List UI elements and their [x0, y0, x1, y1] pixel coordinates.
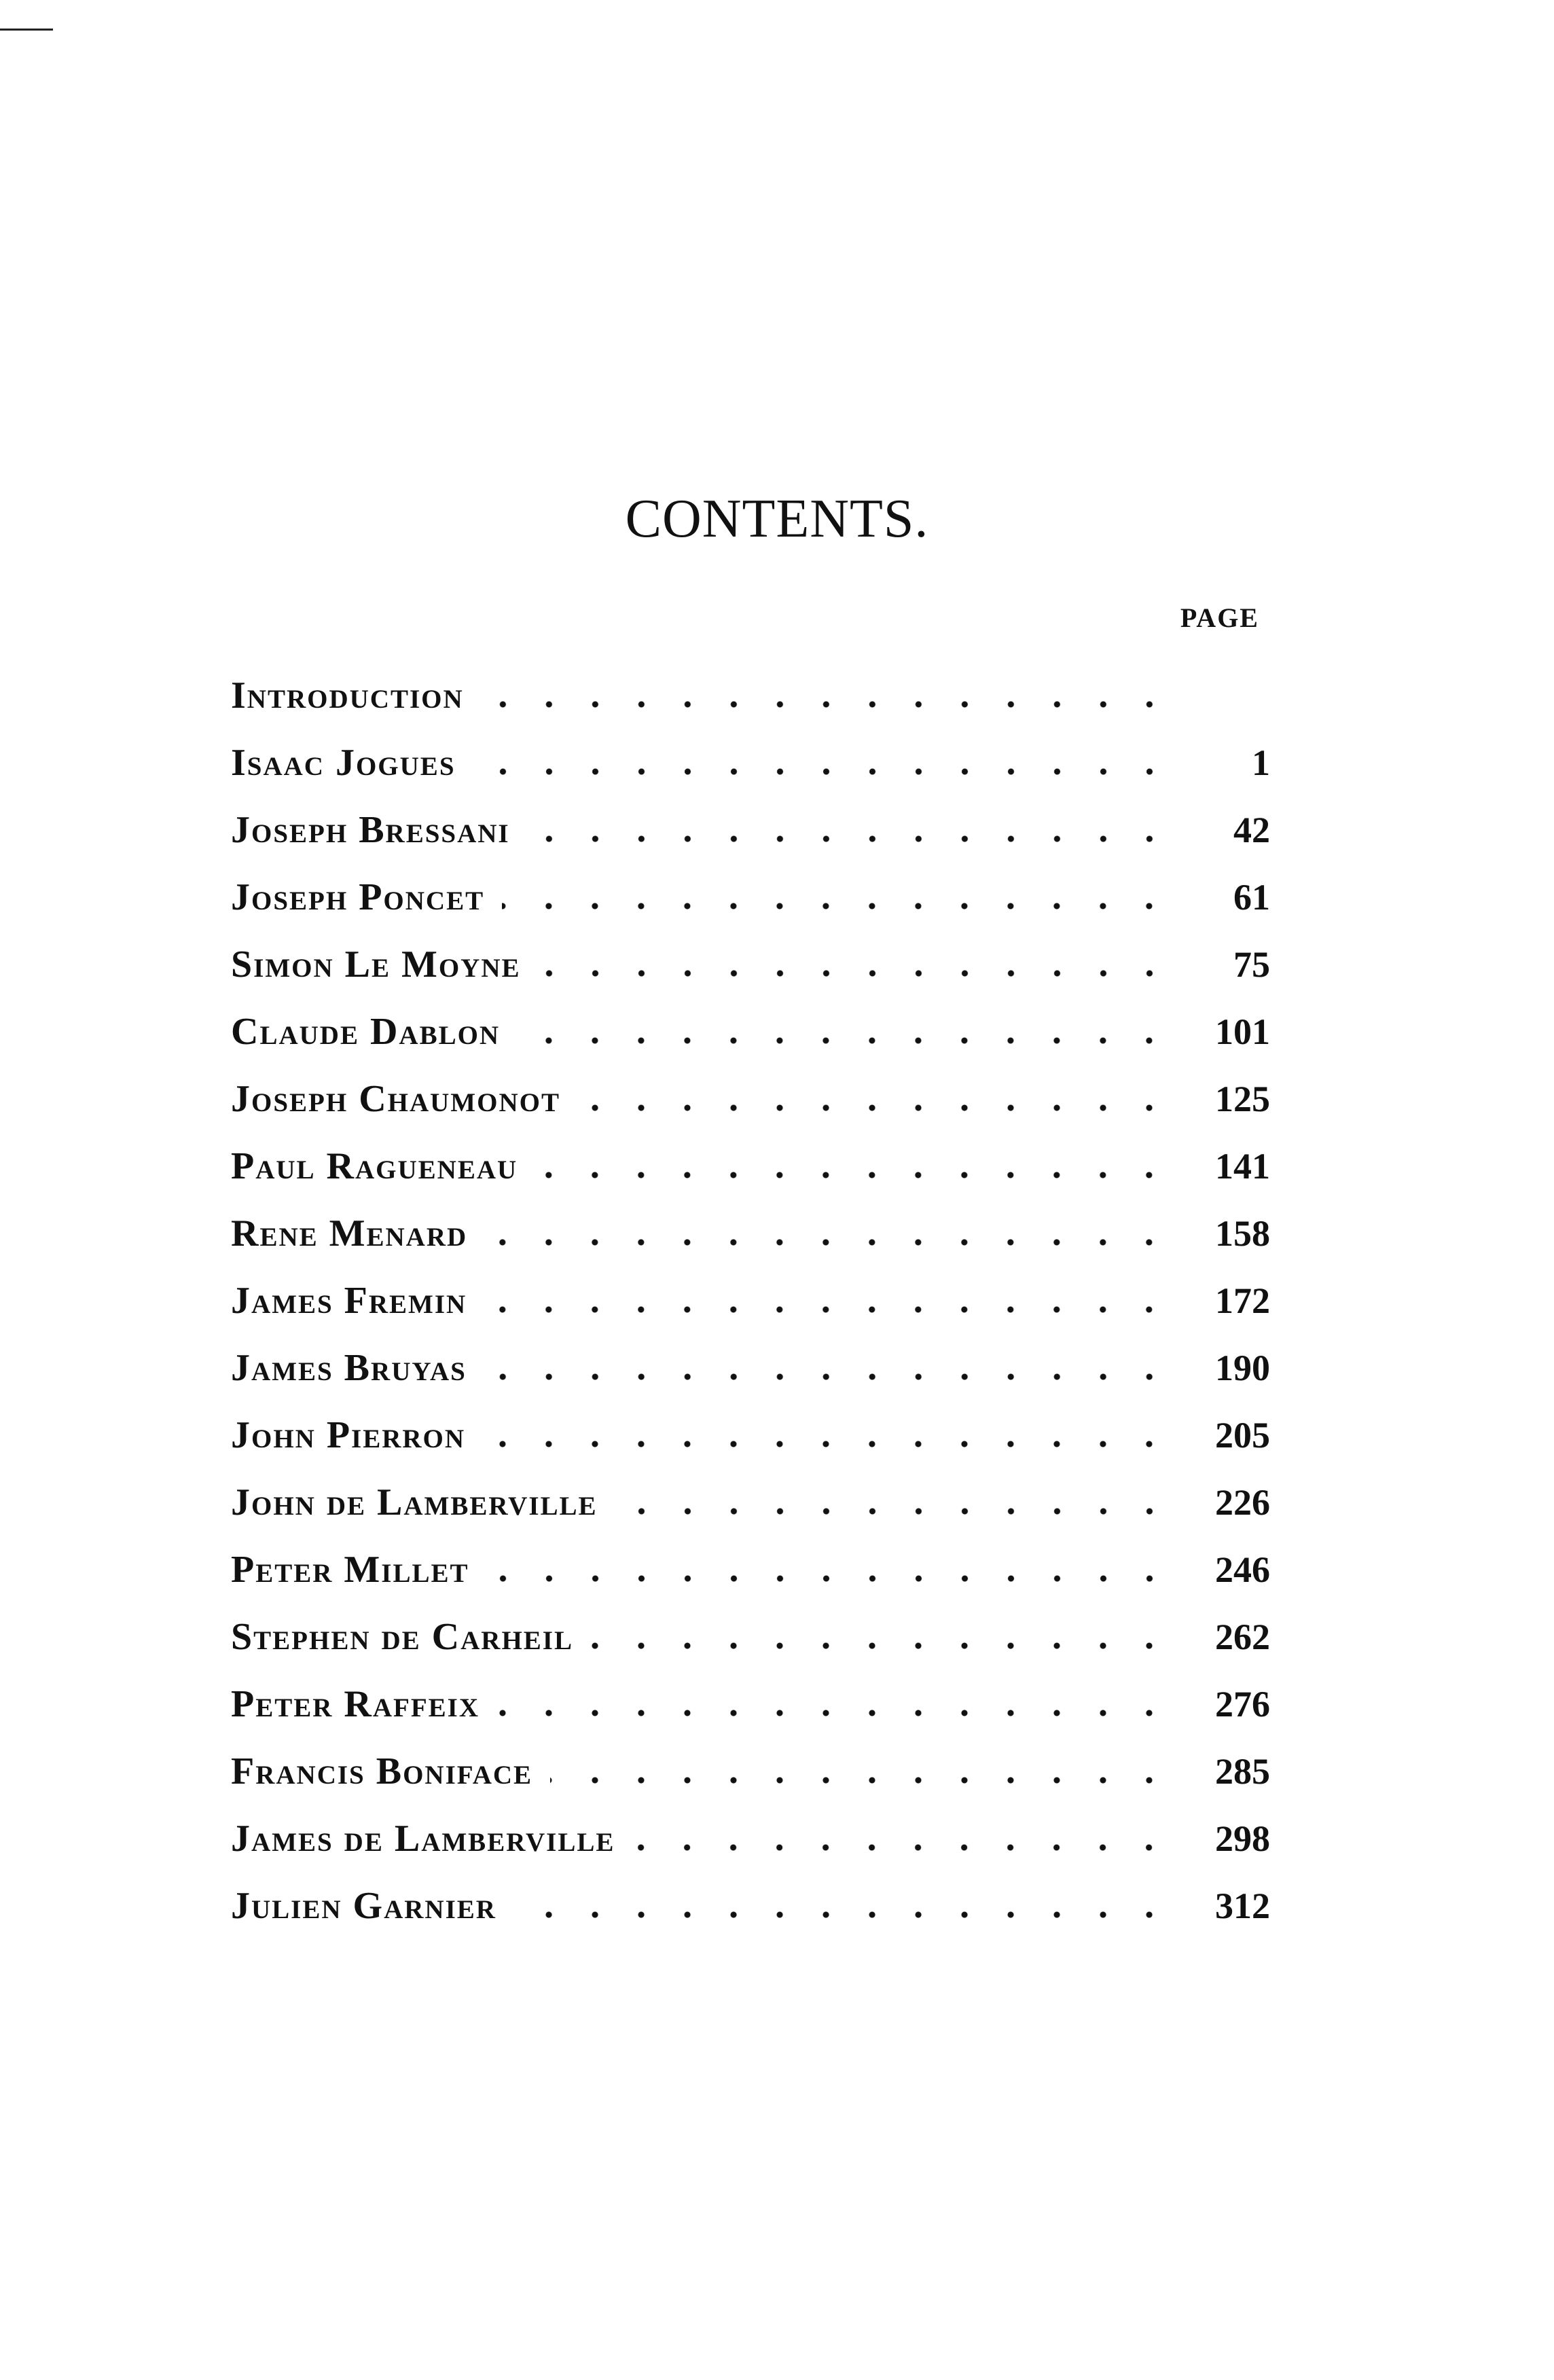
- dot-leader: [485, 1236, 1172, 1249]
- dot-leader: [615, 1504, 1172, 1518]
- toc-entry: [231, 1401, 1270, 1468]
- dot-leader: [539, 967, 1172, 980]
- table-of-contents: [231, 662, 1270, 1939]
- entry-title: Julien Garnier: [231, 1884, 496, 1927]
- entry-title: Peter Millet: [231, 1548, 469, 1591]
- entry-page-number: 285: [1215, 1750, 1270, 1792]
- dot-leader: [473, 765, 1172, 778]
- entry-page-number: 312: [1215, 1885, 1270, 1926]
- dot-leader: [482, 698, 1172, 711]
- entry-title: Joseph Poncet: [231, 876, 485, 918]
- entry-page-number: 61: [1233, 876, 1270, 918]
- entry-page-number: 276: [1215, 1683, 1270, 1725]
- entry-page-number: 190: [1215, 1347, 1270, 1388]
- entry-title: James Fremin: [231, 1279, 467, 1322]
- entry-title: John de Lamberville: [231, 1481, 598, 1523]
- entry-title: Peter Raffeix: [231, 1682, 480, 1725]
- corner-rule: [0, 29, 53, 31]
- dot-leader: [484, 1303, 1172, 1316]
- toc-entry: [231, 1200, 1270, 1267]
- entry-title: Joseph Chaumonot: [231, 1077, 560, 1120]
- dot-leader: [484, 1370, 1172, 1384]
- toc-entry: [231, 1334, 1270, 1401]
- entry-page-number: 75: [1233, 943, 1270, 985]
- page-column-header: PAGE: [1180, 602, 1259, 633]
- toc-entry: [231, 1805, 1270, 1872]
- entry-title: John Pierron: [231, 1413, 466, 1456]
- entry-title: Paul Ragueneau: [231, 1144, 518, 1187]
- toc-entry: [231, 796, 1270, 863]
- entry-title: James de Lamberville: [231, 1817, 615, 1860]
- entry-page-number: 158: [1215, 1212, 1270, 1254]
- dot-leader: [514, 1908, 1172, 1922]
- entry-title: Isaac Jogues: [231, 741, 456, 784]
- entry-title: Stephen de Carheil: [231, 1615, 573, 1658]
- toc-entry: [231, 1536, 1270, 1603]
- toc-entry: [231, 1737, 1270, 1805]
- dot-leader: [535, 1168, 1172, 1182]
- entry-page-number: 298: [1215, 1818, 1270, 1859]
- dot-leader: [550, 1773, 1172, 1787]
- toc-entry: [231, 1267, 1270, 1334]
- dot-leader: [632, 1841, 1172, 1854]
- toc-entry: [231, 1132, 1270, 1200]
- entry-page-number: 205: [1215, 1414, 1270, 1456]
- dot-leader: [487, 1572, 1173, 1585]
- dot-leader: [591, 1639, 1172, 1653]
- dot-leader: [528, 832, 1172, 846]
- entry-title: Claude Dablon: [231, 1010, 501, 1053]
- toc-entry: [231, 863, 1270, 931]
- toc-entry: [231, 931, 1270, 998]
- entry-page-number: 262: [1215, 1616, 1270, 1657]
- entry-title: Rene Menard: [231, 1212, 468, 1255]
- entry-page-number: 1: [1252, 742, 1270, 783]
- entry-page-number: 42: [1233, 809, 1270, 850]
- dot-leader: [502, 899, 1172, 913]
- dot-leader: [483, 1437, 1172, 1451]
- toc-entry: [231, 662, 1270, 729]
- dot-leader: [497, 1706, 1172, 1720]
- toc-entry: [231, 1872, 1270, 1939]
- entry-title: Introduction: [231, 674, 464, 717]
- dot-leader: [578, 1101, 1172, 1115]
- entry-page-number: 125: [1215, 1078, 1270, 1119]
- toc-entry: [231, 1603, 1270, 1670]
- entry-page-number: 141: [1215, 1145, 1270, 1187]
- entry-page-number: 101: [1215, 1011, 1270, 1052]
- toc-entry: [231, 998, 1270, 1065]
- entry-title: Francis Boniface: [231, 1750, 533, 1792]
- toc-entry: [231, 729, 1270, 796]
- entry-page-number: 246: [1215, 1549, 1270, 1590]
- entry-title: Joseph Bressani: [231, 808, 510, 851]
- entry-title: Simon Le Moyne: [231, 943, 521, 986]
- toc-entry: [231, 1670, 1270, 1737]
- dot-leader: [518, 1034, 1172, 1047]
- toc-entry: [231, 1065, 1270, 1132]
- toc-entry: [231, 1468, 1270, 1536]
- entry-page-number: 226: [1215, 1481, 1270, 1523]
- entry-page-number: 172: [1215, 1280, 1270, 1321]
- entry-title: James Bruyas: [231, 1346, 467, 1389]
- page-title: CONTENTS.: [625, 489, 929, 549]
